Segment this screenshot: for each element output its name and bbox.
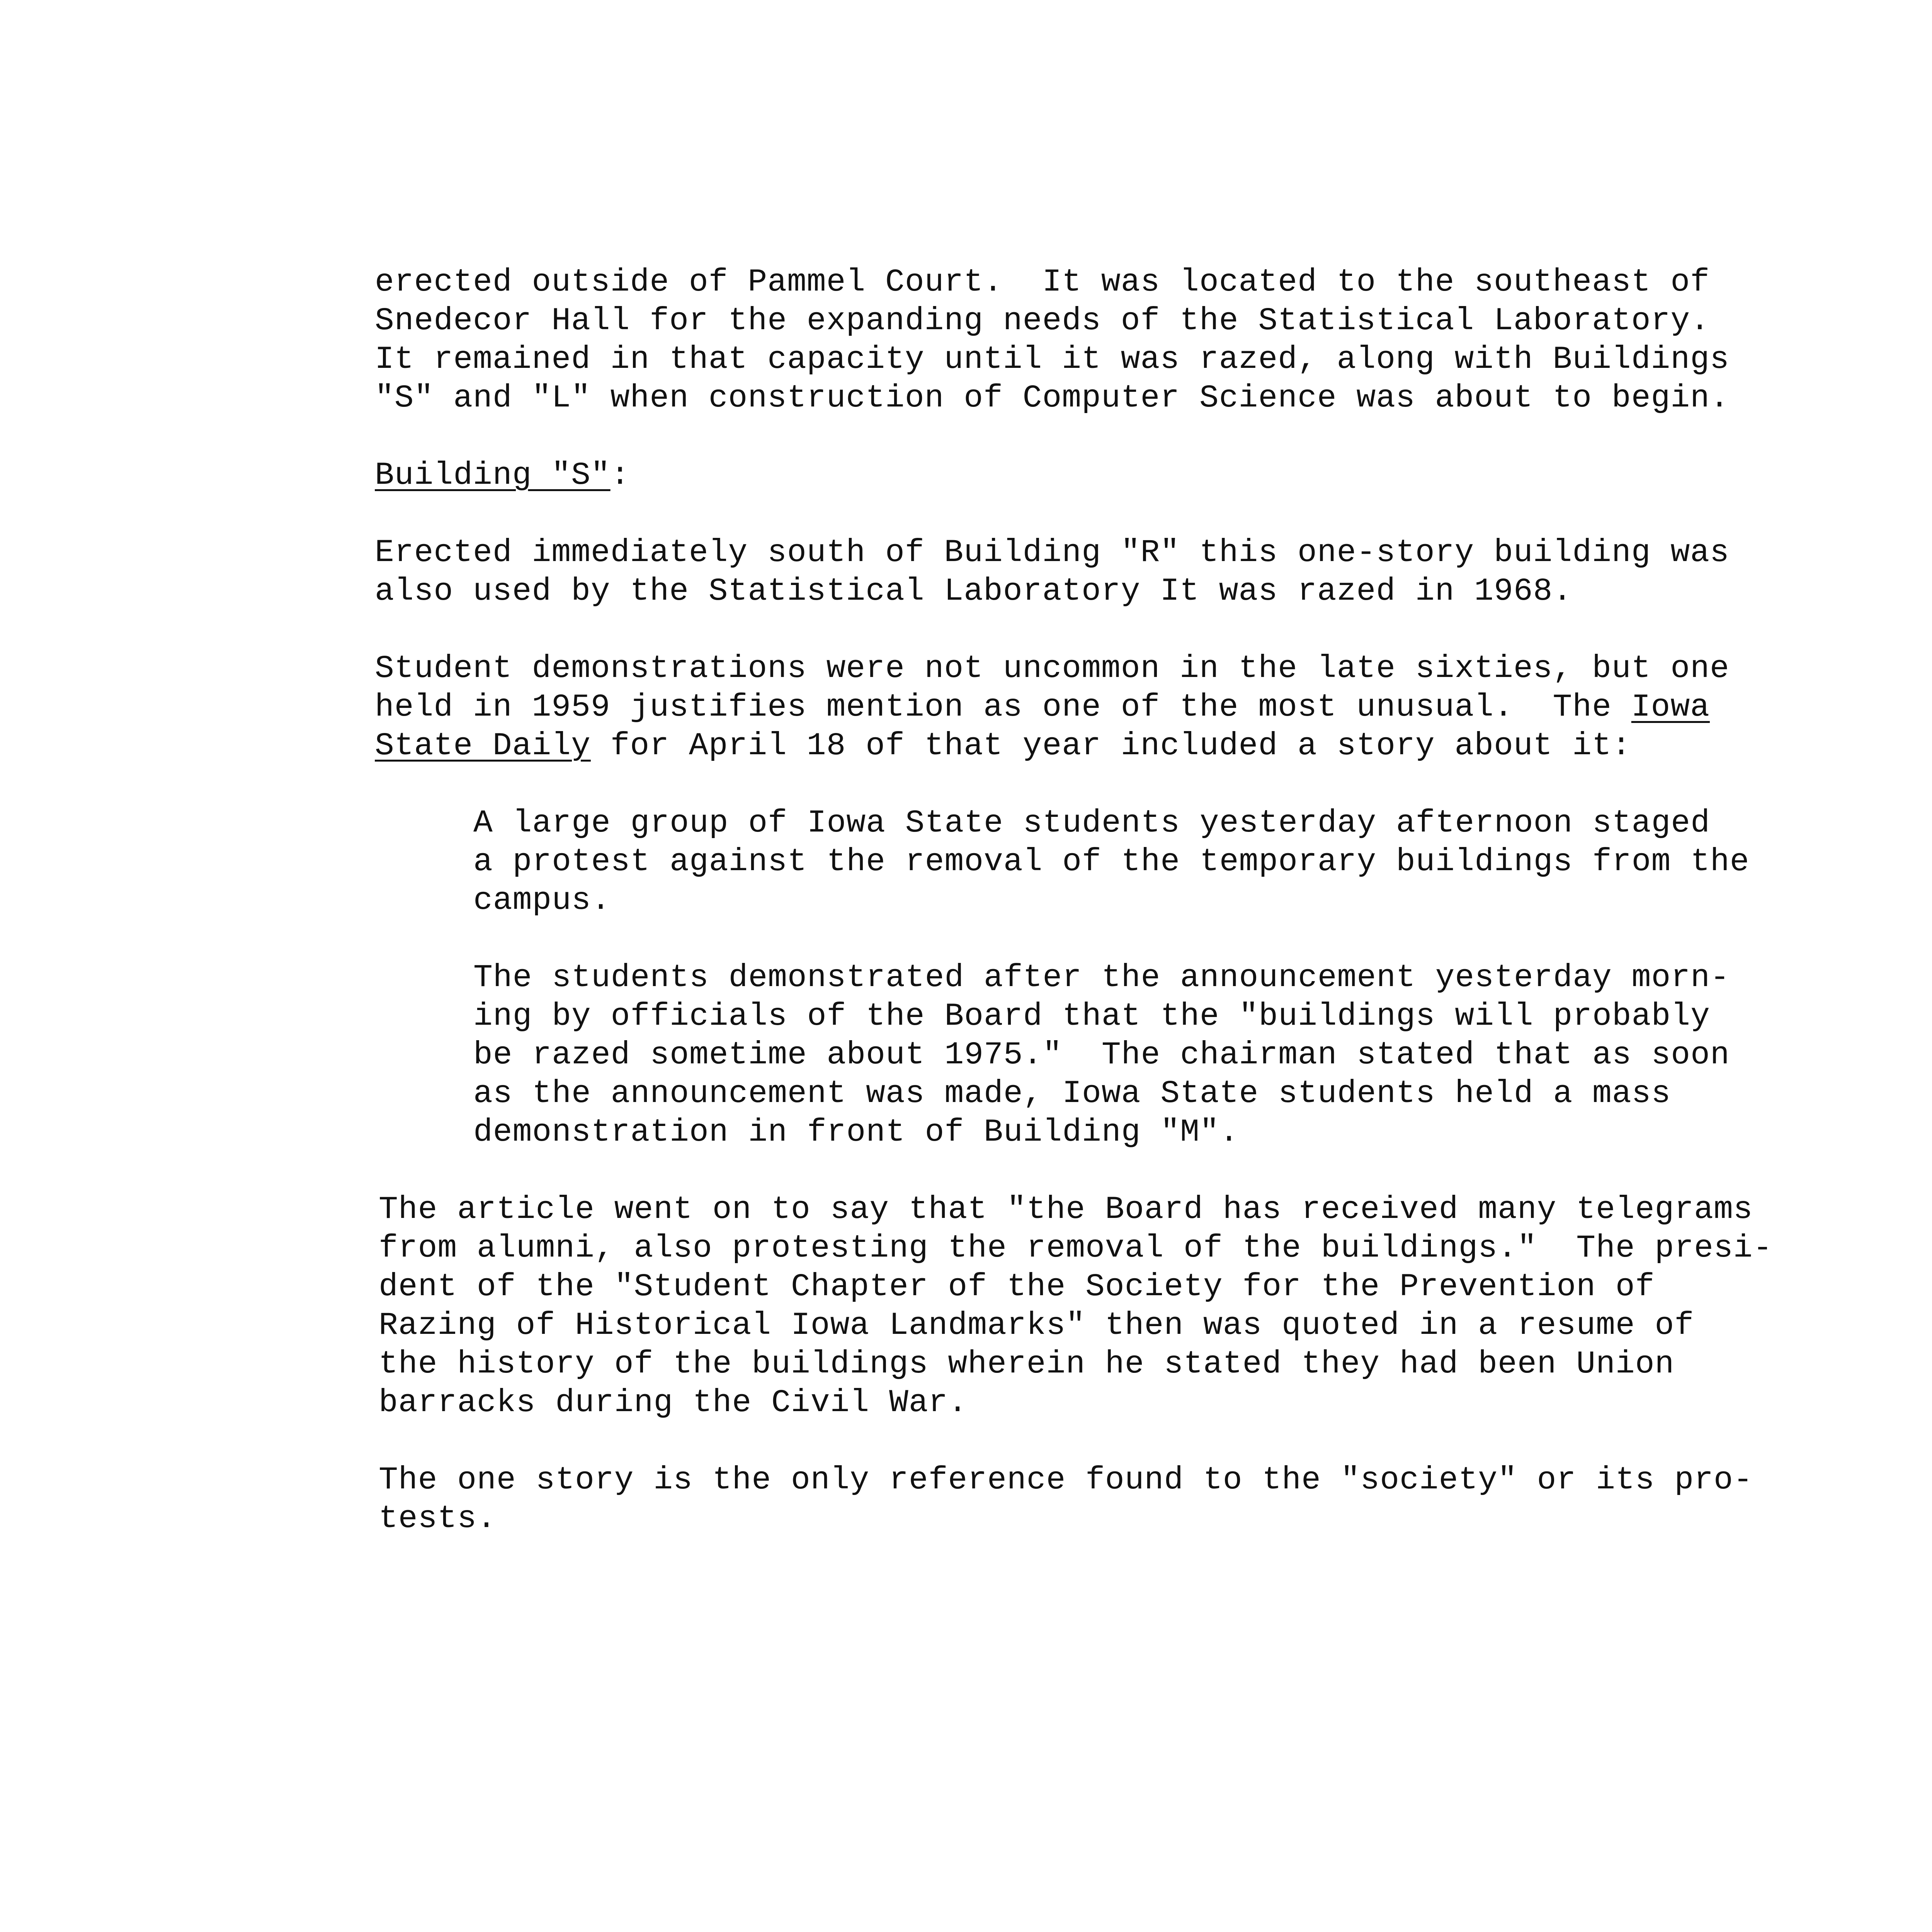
quote-2-line-3: be razed sometime about 1975." The chairman stated that as soon: [473, 1037, 1730, 1073]
quote-1-line-3: campus.: [473, 882, 611, 918]
paragraph-2-line-1: Erected immediately south of Building "R" this one-story building was: [375, 534, 1730, 571]
paragraph-3-line-3-text: for April 18 of that year included a story about it:: [590, 728, 1631, 764]
paragraph-3-line-1: Student demonstrations were not uncommon in the late sixties, but one: [375, 650, 1730, 687]
paragraph-3-line-2: [375, 688, 1710, 726]
section-heading: [375, 456, 630, 495]
quote-2-line-1: The students demonstrated after the announcement yesterday morn-: [473, 959, 1730, 996]
paragraph-4-line-3: dent of the "Student Chapter of the Society for the Prevention of: [379, 1269, 1655, 1305]
newspaper-title-part-1: Iowa: [1631, 689, 1710, 725]
quote-2-line-5: demonstration in front of Building "M".: [473, 1114, 1239, 1150]
paragraph-1-line-4: "S" and "L" when construction of Computer Science was about to begin.: [375, 380, 1730, 416]
section-heading-colon: :: [610, 457, 630, 493]
paragraph-1-line-3: It remained in that capacity until it was razed, along with Buildings: [375, 341, 1730, 378]
quote-1-line-2: a protest against the removal of the temporary buildings from the: [473, 844, 1750, 880]
paragraph-3-line-2-text: held in 1959 justifies mention as one of the most unusual. The: [375, 689, 1631, 725]
quote-1-line-1: A large group of Iowa State students yesterday afternoon staged: [473, 805, 1710, 841]
paragraph-4-line-2: from alumni, also protesting the removal of the buildings." The presi-: [379, 1230, 1773, 1266]
paragraph-5-line-2: tests.: [379, 1500, 497, 1537]
paragraph-4-line-6: barracks during the Civil War.: [379, 1384, 968, 1421]
paragraph-1-line-2: Snedecor Hall for the expanding needs of the Statistical Laboratory.: [375, 303, 1710, 339]
paragraph-4-line-5: the history of the buildings wherein he stated they had been Union: [379, 1346, 1675, 1382]
section-heading-text: Building "S": [375, 457, 611, 493]
paragraph-1-line-1: erected outside of Pammel Court. It was located to the southeast of: [375, 264, 1710, 300]
paragraph-5-line-1: The one story is the only reference found to the "society" or its pro-: [379, 1462, 1753, 1498]
paragraph-4-line-4: Razing of Historical Iowa Landmarks" then was quoted in a resume of: [379, 1307, 1694, 1344]
paragraph-3-line-3: [375, 726, 1631, 765]
paragraph-4-line-1: The article went on to say that "the Board has received many telegrams: [379, 1191, 1753, 1228]
quote-2-line-2: ing by officials of the Board that the "buildings will probably: [473, 998, 1710, 1034]
quote-2-line-4: as the announcement was made, Iowa State students held a mass: [473, 1075, 1671, 1112]
newspaper-title-part-2: State Daily: [375, 728, 591, 764]
paragraph-2-line-2: also used by the Statistical Laboratory It was razed in 1968.: [375, 573, 1573, 609]
